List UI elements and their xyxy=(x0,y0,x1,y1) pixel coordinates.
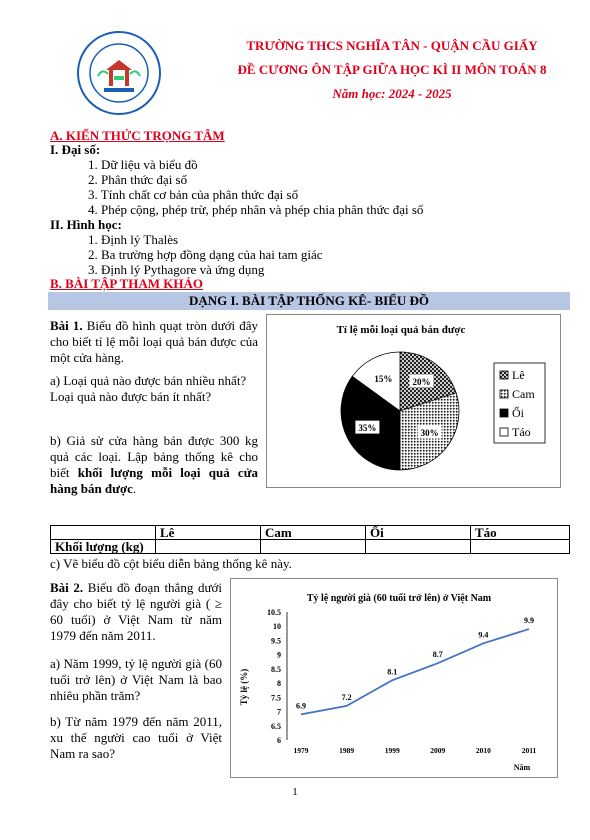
x-tick-label: 1989 xyxy=(339,746,355,755)
table-header-cell: Lê xyxy=(156,526,261,540)
section-band: DẠNG I. BÀI TẬP THỐNG KÊ- BIỂU ĐỒ xyxy=(48,292,570,310)
bai1-question-c: c) Vẽ biểu đồ cột biểu diễn bảng thống kê này. xyxy=(50,556,292,571)
table-header-cell xyxy=(51,526,156,540)
table-cell[interactable] xyxy=(471,540,570,554)
section-a-title: A. KIẾN THỨC TRỌNG TÂM xyxy=(50,128,225,143)
geometry-item: 3. Định lý Pythagore và ứng dụng xyxy=(88,262,265,277)
pie-chart xyxy=(267,315,560,487)
table-cell[interactable] xyxy=(366,540,471,554)
legend-swatch xyxy=(500,390,508,398)
bai1-intro-text: Biểu đồ hình quạt tròn dưới đây cho biết tỉ lệ mỗi loại quả bán được của một cửa hàng. xyxy=(50,318,258,365)
y-tick-label: 10.5 xyxy=(267,608,281,617)
line-chart-xlabel: Năm xyxy=(513,763,531,772)
y-tick-label: 7 xyxy=(277,707,281,717)
bai1-qb-pre: b) Giả sử cửa hàng bán được 300 kg quả các loại. Lập bảng thống kê cho biết xyxy=(50,433,258,480)
pie-chart-box xyxy=(266,314,561,488)
bai1-qb-bold: khối lượng mỗi loại quả cửa hàng bán được xyxy=(50,465,259,496)
y-tick-label: 8 xyxy=(277,679,281,689)
line-chart-box xyxy=(230,578,558,778)
line-chart-title: Tỷ lệ người già (60 tuổi trở lên) ở Việt Nam xyxy=(306,593,492,604)
pie-data-label: 15% xyxy=(374,373,393,384)
line-data-label: 7.2 xyxy=(341,692,352,702)
line-chart xyxy=(231,579,557,777)
line-data-label: 6.9 xyxy=(296,701,306,711)
geometry-item: 1. Định lý Thalès xyxy=(88,232,179,247)
bai2-intro xyxy=(50,580,222,644)
bai1-label: Bài 1. xyxy=(50,318,83,333)
line-data-label: 8.7 xyxy=(432,650,443,660)
legend-label: Cam xyxy=(512,387,535,401)
bai1-question-a: a) Loại quả nào được bán nhiều nhất? Loại quả nào được bán ít nhất? xyxy=(50,373,247,404)
legend-swatch xyxy=(500,428,508,436)
document-title: ĐỀ CƯƠNG ÔN TẬP GIỮA HỌC KÌ II MÔN TOÁN 8 xyxy=(237,62,547,77)
bai1-question-b xyxy=(50,433,258,497)
legend-swatch xyxy=(500,409,508,417)
school-logo xyxy=(76,30,162,116)
legend-label: Táo xyxy=(512,425,531,439)
page-number: 1 xyxy=(292,786,298,798)
y-tick-label: 6 xyxy=(277,736,281,745)
section-b-title: B. BÀI TẬP THAM KHẢO xyxy=(50,276,204,291)
algebra-item: 1. Dữ liệu và biểu đồ xyxy=(88,157,198,172)
line-data-label: 9.9 xyxy=(524,616,534,626)
table-row xyxy=(51,540,570,554)
algebra-item: 3. Tính chất cơ bản của phân thức đại số xyxy=(88,187,299,202)
table-cell[interactable] xyxy=(156,540,261,554)
geometry-item: 2. Ba trường hợp đồng dạng của hai tam giác xyxy=(88,247,323,262)
algebra-item: 4. Phép cộng, phép trừ, phép nhân và phép chia phân thức đại số xyxy=(88,202,424,217)
legend-label: Lê xyxy=(512,368,525,382)
school-year: Năm học: 2024 - 2025 xyxy=(332,86,452,101)
x-tick-label: 1979 xyxy=(293,746,309,755)
y-tick-label: 8.5 xyxy=(271,664,281,674)
pie-data-label: 35% xyxy=(358,423,377,434)
bai1-intro xyxy=(50,318,258,366)
x-tick-label: 1999 xyxy=(384,746,400,755)
line-chart-ylabel: Tỷ lệ (%) xyxy=(239,668,249,706)
x-tick-label: 2011 xyxy=(521,746,537,755)
y-tick-label: 6.5 xyxy=(271,721,281,731)
table-header-cell: Ổi xyxy=(366,526,471,540)
line-data-label: 8.1 xyxy=(387,667,398,677)
bai1-table xyxy=(50,525,570,554)
bai2-intro-text: Biểu đồ đoạn thẳng dưới đây cho biết tỷ lệ người già ( ≥ 60 tuổi) ở Việt Nam từ năm 1979 đến năm 2011. xyxy=(50,580,222,643)
line-series xyxy=(301,629,529,714)
school-name: TRƯỜNG THCS NGHĨA TÂN - QUẬN CẦU GIẤY xyxy=(246,38,538,53)
table-row-label: Khối lượng (kg) xyxy=(51,540,156,554)
x-tick-label: 2010 xyxy=(475,746,491,755)
bai1-qb-post: . xyxy=(132,481,137,496)
legend-label: Ổi xyxy=(512,406,524,420)
geometry-title: II. Hình học: xyxy=(50,217,122,232)
y-tick-label: 9.5 xyxy=(271,636,281,646)
pie-data-label: 20% xyxy=(412,376,431,387)
algebra-title: I. Đại số: xyxy=(50,142,101,157)
bai2-label: Bài 2. xyxy=(50,580,84,595)
bai2-question-a: a) Năm 1999, tỷ lệ người già (60 tuổi trở lên) ở Việt Nam là bao nhiêu phần trăm? xyxy=(50,656,222,703)
bai2-question-b: b) Từ năm 1979 đến năm 2011, xu thế người cao tuổi ở Việt Nam ra sao? xyxy=(50,714,222,761)
legend-swatch xyxy=(500,371,508,379)
algebra-item: 2. Phân thức đại số xyxy=(88,172,188,187)
line-data-label: 9.4 xyxy=(478,630,489,640)
pie-data-label: 30% xyxy=(420,428,439,439)
y-tick-label: 7.5 xyxy=(271,693,281,703)
y-tick-label: 10 xyxy=(273,622,281,632)
table-header-cell: Cam xyxy=(261,526,366,540)
y-tick-label: 9 xyxy=(277,650,281,660)
table-cell[interactable] xyxy=(261,540,366,554)
table-header-cell: Táo xyxy=(471,526,570,540)
pie-chart-title: Tỉ lệ mỗi loại quả bán được xyxy=(336,324,466,336)
x-tick-label: 2009 xyxy=(430,746,446,755)
table-header-row xyxy=(51,526,570,540)
